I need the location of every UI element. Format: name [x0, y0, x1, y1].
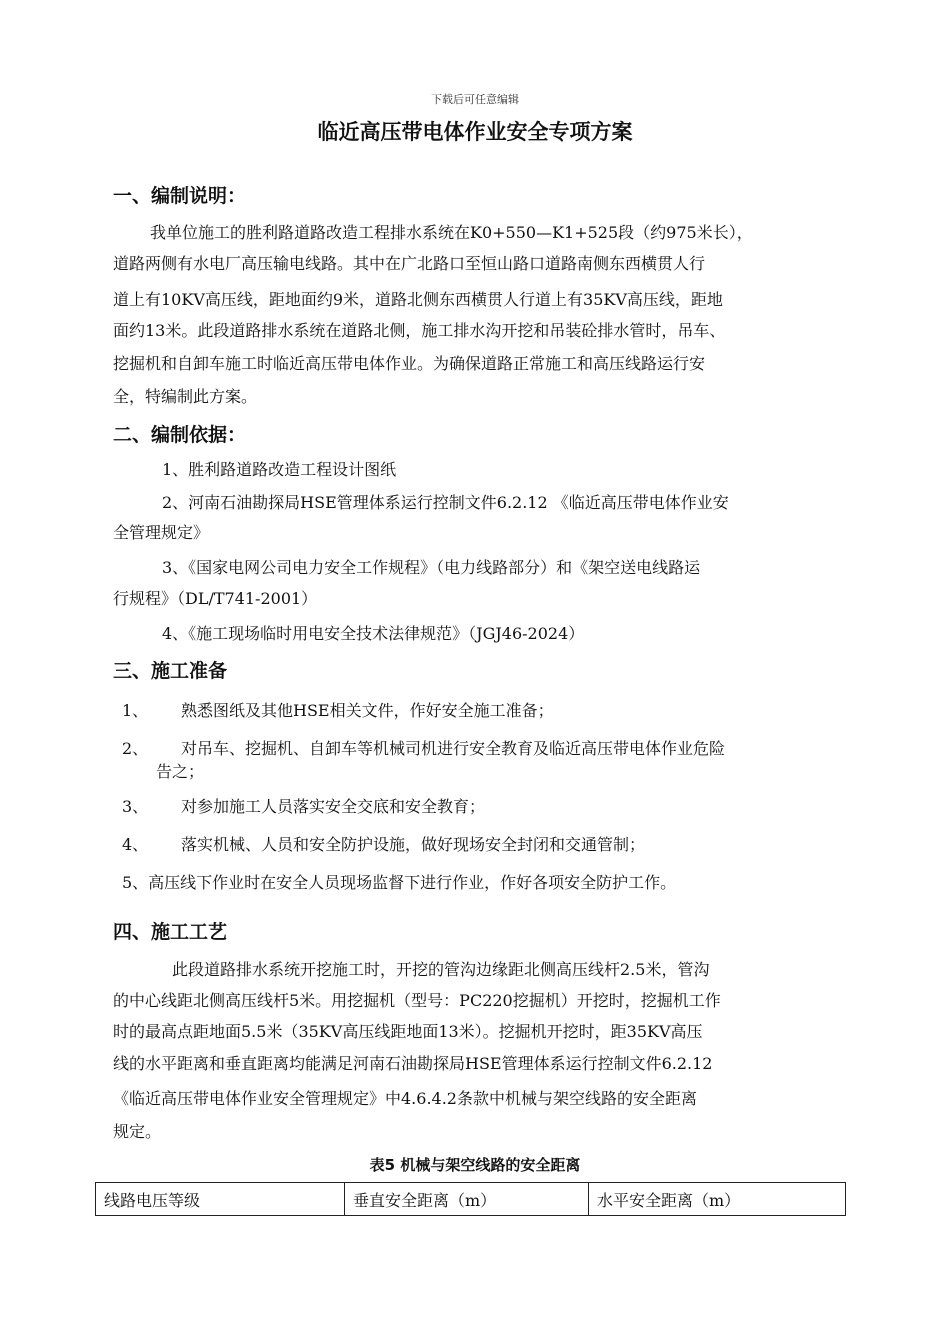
prep-item-text: 对吊车、挖掘机、自卸车等机械司机进行安全教育及临近高压带电体作业危险: [181, 739, 726, 758]
section-4-line: 《临近高压带电体作业安全管理规定》中4.6.4.2条款中机械与架空线路的安全距离: [113, 1089, 697, 1108]
prep-item-number: 2、: [122, 739, 149, 758]
prep-item-text: 落实机械、人员和安全防护设施，做好现场安全封闭和交通管制；: [181, 835, 646, 854]
prep-item-5: 5、高压线下作业时在安全人员现场监督下进行作业，作好各项安全防护工作。: [122, 873, 677, 892]
safety-distance-table: [95, 1182, 846, 1216]
section-1-line: 面约13米。此段道路排水系统在道路北侧，施工排水沟开挖和吊装砼排水管时，吊车、: [113, 321, 726, 340]
basis-item: 1、胜利路道路改造工程设计图纸: [162, 460, 397, 479]
header-horizontal-distance: 水平安全距离（m）: [589, 1183, 846, 1216]
section-1-heading: 一、编制说明：: [113, 185, 247, 207]
prep-item-number: 1、: [122, 701, 149, 720]
section-3-heading: 三、施工准备: [113, 660, 228, 682]
section-2-heading: 二、编制依据：: [113, 424, 247, 446]
prep-item-number: 4、: [122, 835, 149, 854]
prep-item-continuation: 告之；: [156, 762, 205, 781]
watermark-text: 下载后可任意编辑: [431, 93, 519, 106]
section-1-line: 道上有10KV高压线，距地面约9米，道路北侧东西横贯人行道上有35KV高压线，距地: [113, 290, 723, 309]
header-voltage-level: 线路电压等级: [96, 1183, 345, 1216]
section-4-line: 规定。: [113, 1122, 162, 1141]
basis-item: 4、《施工现场临时用电安全技术法律规范》（JGJ46-2024）: [162, 624, 585, 643]
header-vertical-distance: 垂直安全距离（m）: [345, 1183, 589, 1216]
basis-item: 3、《国家电网公司电力安全工作规程》（电力线路部分）和《架空送电线路运: [162, 558, 701, 577]
table-5-caption: 表5 机械与架空线路的安全距离: [369, 1156, 581, 1174]
prep-item-text: 熟悉图纸及其他HSE相关文件，作好安全施工准备；: [181, 701, 554, 720]
basis-item: 行规程》（DL/T741-2001）: [113, 589, 318, 608]
section-4-line: 此段道路排水系统开挖施工时，开挖的管沟边缘距北侧高压线杆2.5米，管沟: [172, 960, 710, 979]
section-1-line: 道路两侧有水电厂高压输电线路。其中在广北路口至恒山路口道路南侧东西横贯人行: [113, 254, 706, 273]
section-1-line: 挖掘机和自卸车施工时临近高压带电体作业。为确保道路正常施工和高压线路运行安: [113, 354, 706, 373]
basis-item: 2、河南石油勘探局HSE管理体系运行控制文件6.2.12 《临近高压带电体作业安: [162, 493, 729, 512]
section-4-line: 的中心线距北侧高压线杆5米。用挖掘机（型号：PC220挖掘机）开挖时，挖掘机工作: [113, 991, 721, 1010]
section-4-heading: 四、施工工艺: [113, 921, 228, 943]
section-1-line: 我单位施工的胜利路道路改造工程排水系统在K0+550—K1+525段（约975米长），: [150, 223, 753, 242]
section-4-line: 时的最高点距地面5.5米（35KV高压线距地面13米）。挖掘机开挖时，距35KV高压: [113, 1022, 703, 1041]
section-1-line: 全，特编制此方案。: [113, 387, 258, 406]
table-header-row: [96, 1183, 846, 1216]
prep-item-text: 对参加施工人员落实安全交底和安全教育；: [181, 797, 486, 816]
document-title: 临近高压带电体作业安全专项方案: [317, 120, 633, 144]
prep-item-number: 3、: [122, 797, 149, 816]
basis-item: 全管理规定》: [113, 523, 210, 542]
section-4-line: 线的水平距离和垂直距离均能满足河南石油勘探局HSE管理体系运行控制文件6.2.12: [113, 1054, 713, 1073]
